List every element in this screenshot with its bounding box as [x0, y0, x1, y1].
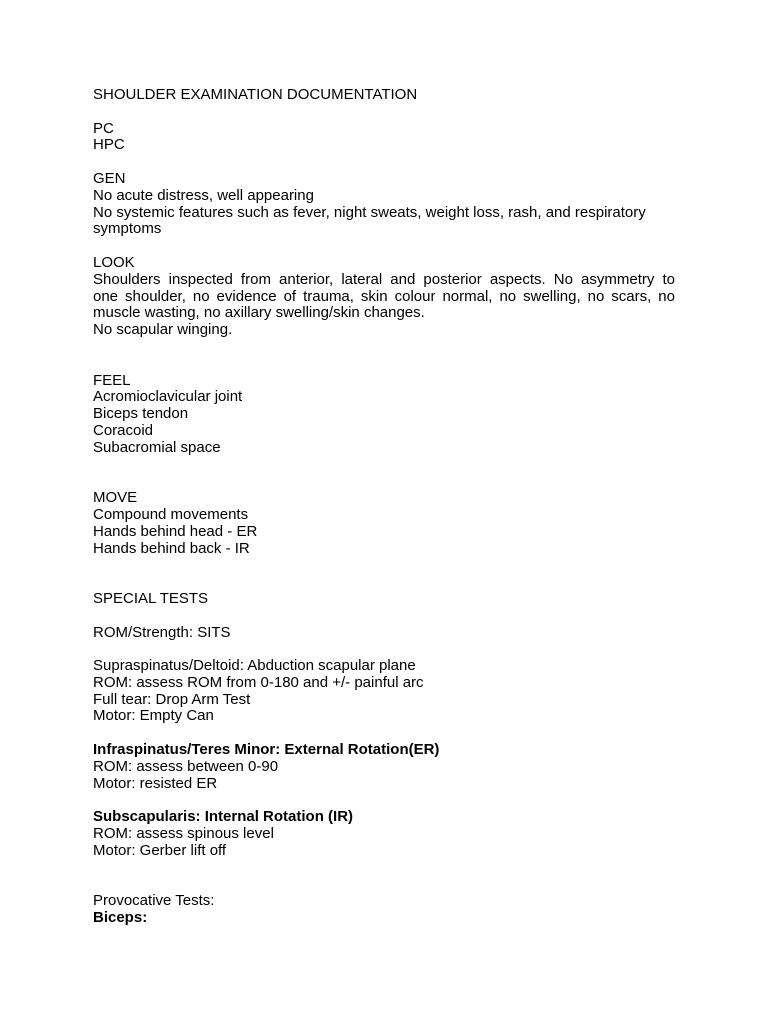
hpc-heading: HPC — [93, 136, 125, 154]
document-title: SHOULDER EXAMINATION DOCUMENTATION — [93, 86, 418, 103]
subscapularis-line: ROM: assess spinous level — [93, 825, 274, 843]
supraspinatus-line: Full tear: Drop Arm Test — [93, 690, 251, 708]
gen-heading: GEN — [93, 169, 126, 187]
move-line: Hands behind back - IR — [93, 539, 250, 557]
supraspinatus-line: ROM: assess ROM from 0-180 and +/- painful arc — [93, 673, 424, 691]
move-line: Compound movements — [93, 505, 249, 523]
look-line: No scapular winging. — [93, 321, 233, 339]
move-heading: MOVE — [93, 489, 138, 507]
gen-line: No systemic features such as fever, night sweats, weight loss, rash, and respiratory — [93, 203, 646, 221]
feel-line: Coracoid — [93, 421, 154, 439]
subscapularis-line: Motor: Gerber lift off — [93, 841, 227, 859]
look-line: muscle wasting, no axillary swelling/skin changes. — [93, 304, 425, 322]
feel-line: Subacromial space — [93, 438, 221, 456]
infraspinatus-line: Motor: resisted ER — [93, 774, 218, 792]
infraspinatus-heading: Infraspinatus/Teres Minor: External Rotation(ER) — [93, 741, 440, 759]
gen-line: No acute distress, well appearing — [93, 186, 314, 204]
gen-line: symptoms — [93, 220, 162, 238]
infraspinatus-line: ROM: assess between 0-90 — [93, 757, 279, 775]
pc-heading: PC — [93, 119, 114, 137]
special-tests-heading: SPECIAL TESTS — [93, 589, 209, 607]
feel-heading: FEEL — [93, 371, 131, 389]
provocative-tests-heading: Provocative Tests: — [93, 892, 215, 910]
supraspinatus-line: Supraspinatus/Deltoid: Abduction scapular plane — [93, 657, 416, 675]
feel-line: Acromioclavicular joint — [93, 388, 243, 406]
look-line: Shoulders inspected from anterior, lateral and posterior aspects. No asymmetry to — [93, 271, 675, 288]
look-line: one shoulder, no evidence of trauma, skin colour normal, no swelling, no scars, no — [93, 288, 675, 305]
biceps-heading: Biceps: — [93, 909, 148, 927]
supraspinatus-line: Motor: Empty Can — [93, 707, 214, 725]
rom-strength-line: ROM/Strength: SITS — [93, 623, 231, 641]
look-heading: LOOK — [93, 253, 135, 271]
subscapularis-heading: Subscapularis: Internal Rotation (IR) — [93, 808, 354, 826]
move-line: Hands behind head - ER — [93, 522, 258, 540]
document-page — [93, 87, 675, 927]
feel-line: Biceps tendon — [93, 405, 189, 423]
